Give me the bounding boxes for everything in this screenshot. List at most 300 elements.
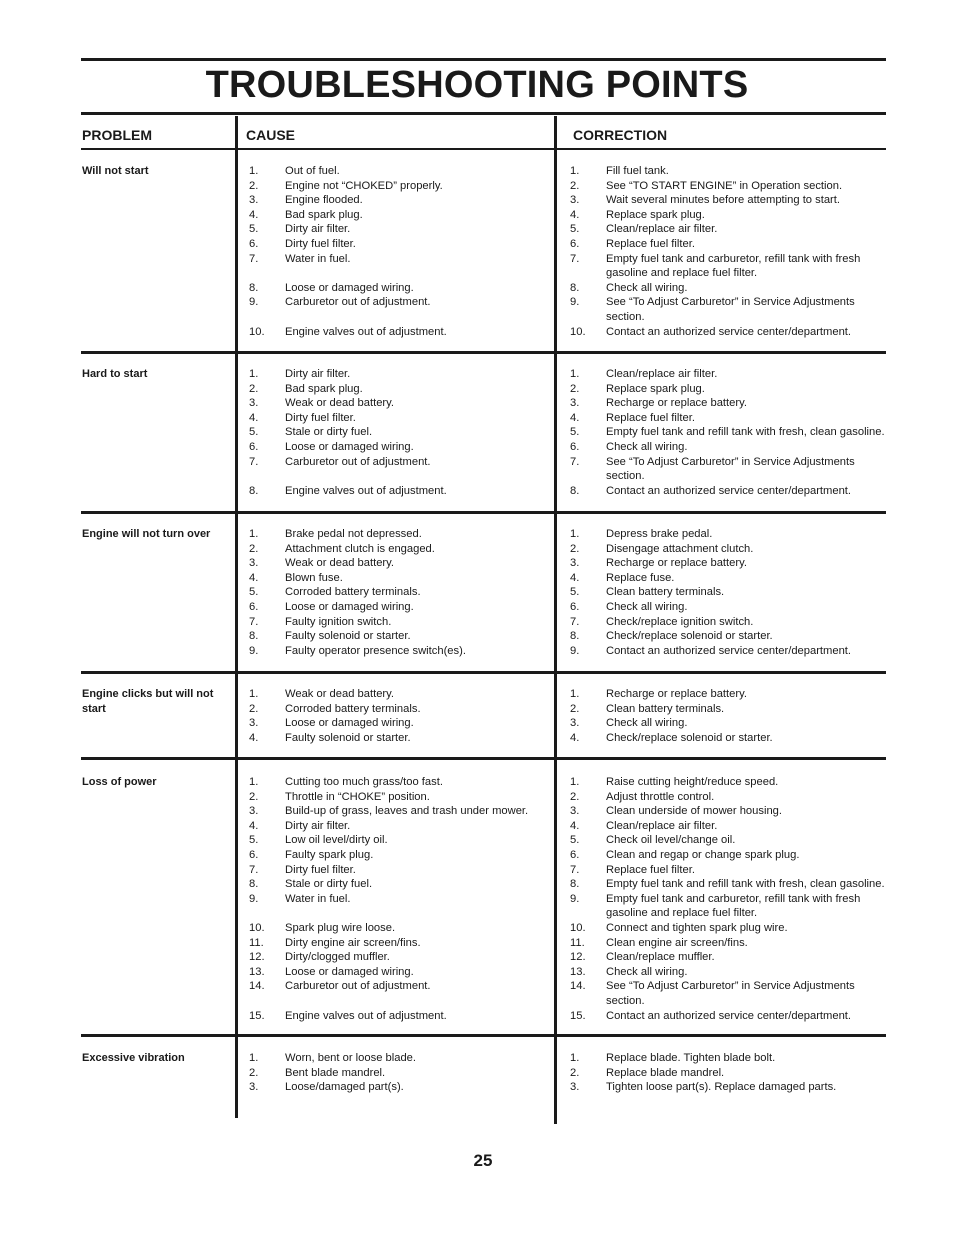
item-number: 8. — [249, 281, 259, 294]
correction-item — [570, 411, 888, 426]
cause-item — [249, 965, 549, 980]
item-number: 6. — [570, 440, 580, 453]
item-text: Dirty fuel filter. — [285, 411, 356, 424]
item-text: Clean underside of mower housing. — [606, 805, 782, 818]
cause-item — [249, 484, 549, 499]
cause-item — [249, 629, 549, 644]
correction-item — [570, 325, 888, 340]
cause-item — [249, 281, 549, 296]
item-number: 2. — [570, 1066, 580, 1079]
item-number: 2. — [570, 790, 580, 803]
item-text: Engine valves out of adjustment. — [285, 1009, 447, 1022]
cause-list — [249, 527, 549, 658]
correction-item — [570, 425, 888, 440]
item-number: 4. — [249, 571, 259, 584]
item-number: 7. — [570, 252, 580, 265]
item-text: Connect and tighten spark plug wire. — [606, 921, 788, 934]
item-number: 12. — [570, 951, 586, 964]
item-number: 2. — [570, 179, 580, 192]
item-number: 7. — [570, 615, 580, 628]
item-number: 7. — [570, 863, 580, 876]
cause-item — [249, 237, 549, 252]
item-text: Check oil level/change oil. — [606, 834, 736, 847]
item-text: Out of fuel. — [285, 165, 340, 177]
cause-item — [249, 936, 549, 951]
item-number: 7. — [570, 455, 580, 468]
item-text: Stale or dirty fuel. — [285, 878, 373, 891]
item-number: 1. — [570, 1052, 580, 1064]
item-number: 3. — [249, 557, 259, 570]
item-text: Contact an authorized service center/department. — [606, 325, 852, 338]
item-text: Contact an authorized service center/department. — [606, 1009, 852, 1022]
item-number: 12. — [249, 951, 265, 964]
cause-list — [249, 367, 549, 498]
item-text: Water in fuel. — [285, 892, 351, 905]
cause-item — [249, 425, 549, 440]
cause-item — [249, 615, 549, 630]
item-number: 8. — [570, 281, 580, 294]
item-text: Contact an authorized service center/department. — [606, 484, 852, 497]
item-number: 11. — [570, 936, 585, 949]
item-number: 4. — [570, 208, 580, 221]
correction-item — [570, 965, 888, 980]
correction-item — [570, 1009, 888, 1024]
correction-item — [570, 892, 888, 921]
item-text: Recharge or replace battery. — [606, 557, 747, 570]
correction-list — [570, 527, 888, 658]
item-text: Water in fuel. — [285, 252, 351, 265]
cause-item — [249, 702, 549, 717]
problem-label: Excessive vibration — [82, 1052, 185, 1064]
item-text: See “TO START ENGINE” in Operation section. — [606, 179, 843, 192]
item-number: 11. — [249, 936, 264, 949]
cause-item — [249, 979, 549, 994]
item-text: Check/replace solenoid or starter. — [606, 630, 773, 643]
item-text: Replace spark plug. — [606, 208, 705, 221]
cause-item — [249, 600, 549, 615]
item-number: 2. — [570, 542, 580, 555]
item-number: 8. — [570, 630, 580, 643]
cause-item — [249, 644, 549, 659]
item-text: Replace fuse. — [606, 571, 675, 584]
item-number: 2. — [249, 1066, 259, 1079]
cause-item — [249, 921, 549, 936]
cause-list — [249, 687, 549, 745]
correction-item — [570, 484, 888, 499]
item-number: 5. — [249, 223, 259, 236]
correction-item — [570, 1080, 888, 1095]
item-number: 4. — [249, 731, 259, 744]
item-number: 1. — [249, 528, 259, 540]
item-number: 4. — [570, 571, 580, 584]
item-text: Check all wiring. — [606, 717, 688, 730]
item-number: 1. — [249, 776, 259, 788]
item-number: 9. — [249, 892, 259, 905]
item-number: 3. — [249, 717, 259, 730]
item-number: 2. — [249, 179, 259, 192]
cause-item — [249, 440, 549, 455]
correction-item — [570, 716, 888, 731]
cause-item — [249, 1009, 549, 1024]
item-number: 5. — [570, 834, 580, 847]
item-text: Throttle in “CHOKE” position. — [285, 790, 430, 803]
item-text: Empty fuel tank and refill tank with fresh, clean gasoline. — [606, 878, 885, 891]
item-text: Clean battery terminals. — [606, 702, 725, 715]
correction-item — [570, 222, 888, 237]
correction-item — [570, 775, 888, 790]
correction-item — [570, 164, 888, 179]
item-text: Brake pedal not depressed. — [285, 528, 422, 540]
item-number: 14. — [570, 980, 586, 993]
item-text: Faulty solenoid or starter. — [285, 630, 411, 643]
correction-list — [570, 1051, 888, 1095]
correction-item — [570, 921, 888, 936]
item-text: Carburetor out of adjustment. — [285, 980, 431, 993]
correction-item — [570, 179, 888, 194]
item-number: 3. — [570, 1081, 580, 1094]
correction-list — [570, 164, 888, 339]
item-text: Wait several minutes before attempting to start. — [606, 194, 841, 207]
item-text: Bad spark plug. — [285, 382, 363, 395]
row-divider — [81, 671, 886, 674]
item-number: 1. — [570, 776, 580, 788]
item-number: 5. — [570, 586, 580, 599]
item-text: Engine not “CHOKED” properly. — [285, 179, 443, 192]
item-number: 1. — [570, 528, 580, 540]
item-number: 2. — [570, 702, 580, 715]
item-text: Replace spark plug. — [606, 382, 705, 395]
item-number: 10. — [249, 325, 265, 338]
item-text: Carburetor out of adjustment. — [285, 296, 431, 309]
correction-item — [570, 527, 888, 542]
item-text: Bent blade mandrel. — [285, 1066, 386, 1079]
item-text: Faulty solenoid or starter. — [285, 731, 411, 744]
header-cause: CAUSE — [246, 127, 296, 143]
item-text: See “To Adjust Carburetor” in Service Adjustments section. — [606, 455, 855, 483]
item-text: Replace blade mandrel. — [606, 1066, 725, 1079]
item-text: Check all wiring. — [606, 600, 688, 613]
item-text: Clean/replace air filter. — [606, 223, 718, 236]
item-number: 14. — [249, 980, 265, 993]
item-number: 5. — [570, 223, 580, 236]
cause-item — [249, 193, 549, 208]
item-number: 3. — [570, 717, 580, 730]
item-text: Adjust throttle control. — [606, 790, 715, 803]
item-text: Empty fuel tank and carburetor, refill tank with fresh gasoline and replace fuel filter. — [606, 892, 861, 920]
header-underline — [81, 148, 886, 150]
item-number: 4. — [249, 208, 259, 221]
cause-item — [249, 790, 549, 805]
item-text: Engine flooded. — [285, 194, 363, 207]
item-text: Dirty fuel filter. — [285, 863, 356, 876]
item-text: Loose or damaged wiring. — [285, 717, 414, 730]
item-number: 2. — [249, 542, 259, 555]
item-text: Clean and regap or change spark plug. — [606, 848, 800, 861]
item-number: 6. — [249, 848, 259, 861]
correction-item — [570, 863, 888, 878]
item-text: Cutting too much grass/too fast. — [285, 776, 443, 788]
cause-item — [249, 950, 549, 965]
cause-item — [249, 382, 549, 397]
item-text: Check/replace ignition switch. — [606, 615, 754, 628]
correction-item — [570, 281, 888, 296]
correction-item — [570, 702, 888, 717]
cause-item — [249, 848, 549, 863]
correction-item — [570, 979, 888, 1008]
item-text: Blown fuse. — [285, 571, 343, 584]
correction-item — [570, 833, 888, 848]
item-number: 5. — [249, 426, 259, 439]
item-number: 10. — [570, 325, 586, 338]
cause-item — [249, 222, 549, 237]
cause-item — [249, 367, 549, 382]
problem-label: Loss of power — [82, 776, 157, 788]
correction-item — [570, 1051, 888, 1066]
item-number: 15. — [249, 1009, 265, 1022]
correction-item — [570, 819, 888, 834]
item-text: Engine valves out of adjustment. — [285, 325, 447, 338]
item-number: 1. — [570, 165, 580, 177]
cause-item — [249, 527, 549, 542]
cause-item — [249, 731, 549, 746]
item-number: 4. — [249, 819, 259, 832]
item-text: Recharge or replace battery. — [606, 397, 747, 410]
item-text: Low oil level/dirty oil. — [285, 834, 388, 847]
header-correction: CORRECTION — [573, 127, 668, 143]
correction-item — [570, 571, 888, 586]
cause-item — [249, 1066, 549, 1081]
correction-list — [570, 775, 888, 1023]
cause-item — [249, 716, 549, 731]
correction-item — [570, 556, 888, 571]
item-number: 5. — [249, 586, 259, 599]
item-text: Depress brake pedal. — [606, 528, 713, 540]
item-number: 1. — [249, 368, 259, 380]
cause-item — [249, 252, 549, 267]
item-text: Disengage attachment clutch. — [606, 542, 754, 555]
item-number: 9. — [570, 644, 580, 657]
problem-label: Engine clicks but will not start — [82, 688, 214, 715]
cause-item — [249, 804, 549, 819]
item-text: Check all wiring. — [606, 440, 688, 453]
correction-item — [570, 950, 888, 965]
item-text: Faulty ignition switch. — [285, 615, 392, 628]
item-number: 6. — [570, 848, 580, 861]
item-text: Faulty spark plug. — [285, 848, 374, 861]
item-text: Clean/replace air filter. — [606, 368, 718, 380]
item-text: Dirty air filter. — [285, 223, 351, 236]
item-text: Bad spark plug. — [285, 208, 363, 221]
correction-item — [570, 208, 888, 223]
correction-item — [570, 396, 888, 411]
problem-label: Will not start — [82, 165, 149, 177]
correction-item — [570, 252, 888, 281]
row-divider — [81, 757, 886, 760]
item-text: Corroded battery terminals. — [285, 702, 421, 715]
item-text: Engine valves out of adjustment. — [285, 484, 447, 497]
item-text: Raise cutting height/reduce speed. — [606, 776, 779, 788]
column-divider-correction — [554, 116, 557, 1124]
page-title: TROUBLESHOOTING POINTS — [205, 64, 749, 106]
item-text: Loose/damaged part(s). — [285, 1081, 404, 1094]
correction-item — [570, 877, 888, 892]
item-text: Dirty fuel filter. — [285, 237, 356, 250]
item-number: 13. — [249, 965, 265, 978]
cause-item — [249, 877, 549, 892]
correction-list — [570, 687, 888, 745]
item-number: 6. — [570, 600, 580, 613]
cause-item — [249, 295, 549, 310]
item-text: Carburetor out of adjustment. — [285, 455, 431, 468]
item-text: Spark plug wire loose. — [285, 921, 396, 934]
page-number: 25 — [473, 1151, 493, 1170]
problem-label: Hard to start — [82, 368, 148, 380]
column-divider-cause — [235, 116, 238, 1118]
item-text: Clean battery terminals. — [606, 586, 725, 599]
item-number: 3. — [249, 397, 259, 410]
cause-list — [249, 775, 549, 1023]
cause-item — [249, 179, 549, 194]
item-number: 9. — [249, 296, 259, 309]
item-number: 1. — [570, 688, 580, 700]
item-number: 1. — [249, 165, 259, 177]
item-text: Weak or dead battery. — [285, 397, 395, 410]
correction-item — [570, 936, 888, 951]
item-text: Dirty air filter. — [285, 819, 351, 832]
item-number: 3. — [249, 194, 259, 207]
cause-item — [249, 455, 549, 470]
item-number: 8. — [570, 878, 580, 891]
cause-item — [249, 687, 549, 702]
cause-item — [249, 411, 549, 426]
item-number: 5. — [249, 834, 259, 847]
item-text: See “To Adjust Carburetor” in Service Adjustments section. — [606, 296, 855, 323]
item-number: 6. — [249, 600, 259, 613]
item-number: 8. — [249, 484, 259, 497]
row-divider — [81, 511, 886, 514]
item-text: Clean/replace air filter. — [606, 819, 718, 832]
item-number: 6. — [249, 237, 259, 250]
item-number: 7. — [249, 252, 259, 265]
correction-item — [570, 1066, 888, 1081]
correction-item — [570, 193, 888, 208]
item-number: 1. — [249, 1052, 259, 1064]
problem-label: Engine will not turn over — [82, 528, 211, 540]
correction-item — [570, 440, 888, 455]
correction-item — [570, 687, 888, 702]
correction-item — [570, 367, 888, 382]
item-text: Dirty engine air screen/fins. — [285, 936, 421, 949]
item-number: 10. — [570, 921, 586, 934]
item-number: 15. — [570, 1009, 586, 1022]
cause-item — [249, 542, 549, 557]
cause-item — [249, 1051, 549, 1066]
item-text: Stale or dirty fuel. — [285, 426, 373, 439]
item-number: 8. — [249, 878, 259, 891]
cause-item — [249, 325, 549, 340]
item-text: Dirty air filter. — [285, 368, 351, 380]
cause-list — [249, 1051, 549, 1095]
item-text: Check all wiring. — [606, 965, 688, 978]
top-rule — [81, 58, 886, 61]
item-text: Faulty operator presence switch(es). — [285, 644, 466, 657]
cause-list — [249, 164, 549, 339]
item-text: Clean engine air screen/fins. — [606, 936, 748, 949]
item-number: 9. — [570, 296, 580, 309]
item-number: 1. — [249, 688, 259, 700]
correction-item — [570, 600, 888, 615]
correction-item — [570, 629, 888, 644]
item-number: 3. — [570, 805, 580, 818]
cause-item — [249, 863, 549, 878]
item-number: 2. — [570, 382, 580, 395]
item-number: 4. — [570, 731, 580, 744]
item-text: See “To Adjust Carburetor” in Service Adjustments section. — [606, 980, 855, 1007]
item-text: Check all wiring. — [606, 281, 688, 294]
item-text: Loose or damaged wiring. — [285, 600, 414, 613]
correction-item — [570, 237, 888, 252]
item-text: Check/replace solenoid or starter. — [606, 731, 773, 744]
item-text: Tighten loose part(s). Replace damaged parts. — [606, 1081, 837, 1094]
item-number: 7. — [249, 455, 259, 468]
item-number: 2. — [249, 702, 259, 715]
item-text: Build-up of grass, leaves and trash under mower. — [285, 805, 529, 818]
item-number: 7. — [249, 615, 259, 628]
item-number: 9. — [570, 892, 580, 905]
correction-item — [570, 804, 888, 819]
item-text: Contact an authorized service center/department. — [606, 644, 852, 657]
correction-item — [570, 295, 888, 324]
correction-item — [570, 731, 888, 746]
cause-item — [249, 585, 549, 600]
item-number: 3. — [570, 557, 580, 570]
row-divider — [81, 351, 886, 354]
item-text: Recharge or replace battery. — [606, 688, 747, 700]
item-number: 13. — [570, 965, 586, 978]
correction-item — [570, 615, 888, 630]
item-number: 10. — [249, 921, 265, 934]
correction-item — [570, 542, 888, 557]
cause-item — [249, 775, 549, 790]
item-number: 7. — [249, 863, 259, 876]
correction-item — [570, 382, 888, 397]
item-number: 4. — [570, 411, 580, 424]
item-text: Corroded battery terminals. — [285, 586, 421, 599]
correction-item — [570, 848, 888, 863]
item-text: Empty fuel tank and carburetor, refill tank with fresh gasoline and replace fuel filter. — [606, 252, 861, 280]
item-number: 4. — [570, 819, 580, 832]
correction-item — [570, 644, 888, 659]
item-text: Empty fuel tank and refill tank with fresh, clean gasoline. — [606, 426, 885, 439]
item-text: Worn, bent or loose blade. — [285, 1052, 417, 1064]
item-text: Dirty/clogged muffler. — [285, 951, 390, 964]
cause-item — [249, 819, 549, 834]
item-text: Replace fuel filter. — [606, 863, 695, 876]
item-number: 2. — [249, 790, 259, 803]
item-number: 1. — [570, 368, 580, 380]
item-number: 6. — [249, 440, 259, 453]
item-number: 3. — [249, 805, 259, 818]
item-number: 3. — [570, 397, 580, 410]
cause-item — [249, 833, 549, 848]
item-number: 2. — [249, 382, 259, 395]
cause-item — [249, 396, 549, 411]
cause-item — [249, 208, 549, 223]
item-text: Weak or dead battery. — [285, 557, 395, 570]
item-text: Attachment clutch is engaged. — [285, 542, 435, 555]
item-text: Replace fuel filter. — [606, 411, 695, 424]
item-text: Replace blade. Tighten blade bolt. — [606, 1052, 776, 1064]
